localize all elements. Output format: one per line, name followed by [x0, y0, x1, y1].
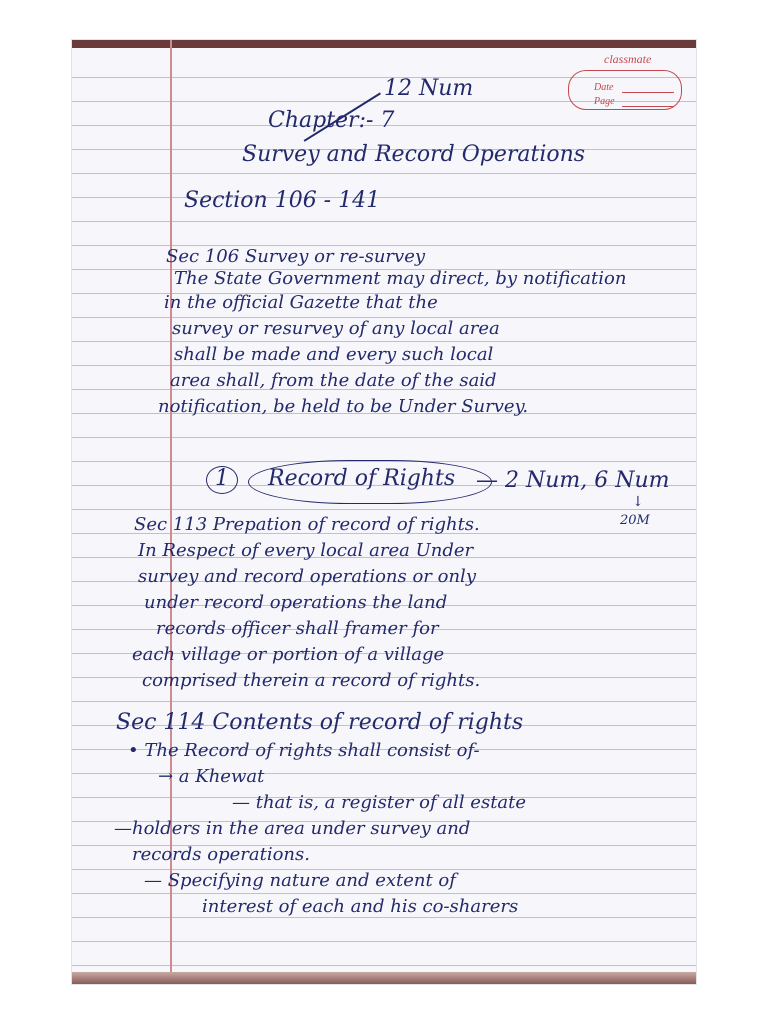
sec106-line: The State Government may direct, by notification: [174, 268, 627, 289]
sec114-line: —holders in the area under survey and: [114, 818, 471, 839]
header-marks: 12 Num: [384, 76, 474, 101]
sec106-line: survey or resurvey of any local area: [172, 318, 500, 339]
sec113-line: In Respect of every local area Under: [138, 540, 474, 561]
sec106-line: in the official Gazette that the: [164, 292, 438, 313]
date-page-box: [568, 70, 682, 110]
sec106-heading: Sec 106 Survey or re-survey: [166, 246, 426, 267]
margin-line: [170, 40, 172, 984]
page-label: Page: [594, 96, 615, 107]
record-of-rights-marks: — 2 Num, 6 Num: [476, 468, 670, 493]
chapter-subtitle: Survey and Record Operations: [242, 142, 586, 167]
record-of-rights-title: Record of Rights: [268, 466, 456, 491]
sec113-line: each village or portion of a village: [132, 644, 445, 665]
sec114-line: records operations.: [132, 844, 310, 865]
sec114-line: — Specifying nature and extent of: [144, 870, 456, 891]
logo-brand: classmate: [604, 52, 652, 66]
sec114-line: interest of each and his co-sharers: [202, 896, 519, 917]
sec106-line: area shall, from the date of the said: [170, 370, 497, 391]
sec113-line: under record operations the land: [144, 592, 448, 613]
sec114-line: — that is, a register of all estate: [232, 792, 527, 813]
notebook-page: [72, 40, 696, 984]
sec113-line: comprised therein a record of rights.: [142, 670, 481, 691]
sec106-line: shall be made and every such local: [174, 344, 494, 365]
section-range: Section 106 - 141: [184, 188, 381, 213]
sec113-line: records officer shall framer for: [156, 618, 439, 639]
item-number: 1: [215, 466, 229, 491]
sec114-heading: Sec 114 Contents of record of rights: [116, 710, 524, 735]
sec106-line: notification, be held to be Under Survey.: [158, 396, 529, 417]
date-label: Date: [594, 82, 614, 93]
classmate-logo: [564, 52, 688, 114]
down-arrow-icon: ↓: [632, 494, 644, 510]
sec113-line: survey and record operations or only: [138, 566, 476, 587]
sec114-line: → a Khewat: [158, 766, 265, 787]
chapter-title: Chapter:- 7: [268, 108, 395, 133]
sec114-line: • The Record of rights shall consist of-: [128, 740, 480, 761]
marks-note: 20M: [620, 513, 650, 528]
sec113-heading: Sec 113 Prepation of record of rights.: [134, 514, 480, 535]
